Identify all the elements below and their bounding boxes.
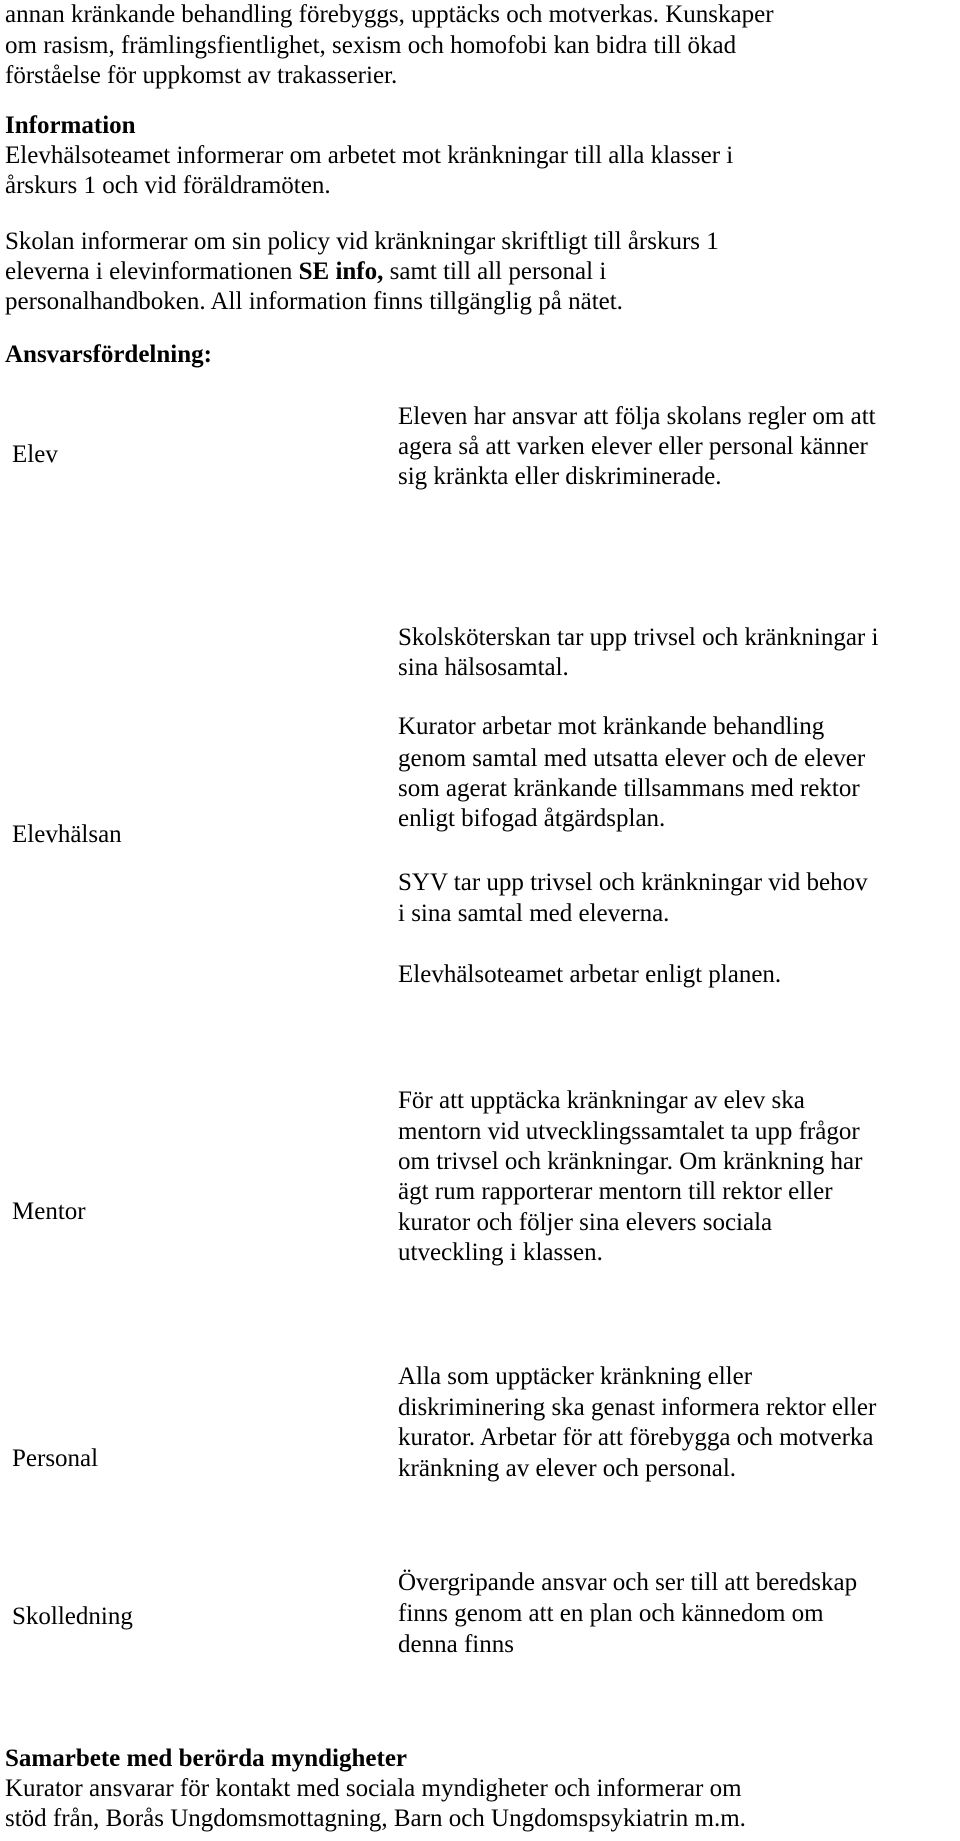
role-description-line: För att upptäcka kränkningar av elev ska xyxy=(398,1087,805,1114)
role-description-line: sig kränkta eller diskriminerade. xyxy=(398,463,722,490)
role-description-line: mentorn vid utvecklingssamtalet ta upp frågor xyxy=(398,1118,860,1145)
policy-text: eleverna i elevinformationen xyxy=(5,258,299,285)
role-description-line: Kurator arbetar mot kränkande behandling xyxy=(398,713,825,740)
intro-line: annan kränkande behandling förebyggs, upptäcks och motverkas. Kunskaper xyxy=(5,1,774,28)
role-description-line: kurator. Arbetar för att förebygga och motverka xyxy=(398,1424,874,1451)
role-description-line: diskriminering ska genast informera rektor eller xyxy=(398,1394,877,1421)
role-description-line: finns genom att en plan och kännedom om xyxy=(398,1600,824,1627)
role-description-line: sina hälsosamtal. xyxy=(398,654,569,681)
role-description-line: agera så att varken elever eller personal känner xyxy=(398,433,868,460)
role-personal: Personal xyxy=(12,1445,99,1472)
information-paragraph-line: årskurs 1 och vid föräldramöten. xyxy=(5,172,331,199)
role-description-line: om trivsel och kränkningar. Om kränkning har xyxy=(398,1148,863,1175)
cooperation-paragraph-line: stöd från, Borås Ungdomsmottagning, Barn och Ungdomspsykiatrin m.m. xyxy=(5,1805,746,1832)
role-skolledning: Skolledning xyxy=(12,1603,133,1630)
role-description-line: Alla som upptäcker kränkning eller xyxy=(398,1363,753,1390)
role-description-line: SYV tar upp trivsel och kränkningar vid behov xyxy=(398,869,868,896)
role-description-line: genom samtal med utsatta elever och de elever xyxy=(398,745,866,772)
policy-paragraph-line: Skolan informerar om sin policy vid kränkningar skriftligt till årskurs 1 xyxy=(5,228,719,255)
policy-paragraph-line xyxy=(5,257,606,287)
role-description-line: Elevhälsoteamet arbetar enligt planen. xyxy=(398,961,782,988)
information-heading: Information xyxy=(5,112,136,139)
intro-line: om rasism, främlingsfientlighet, sexism och homofobi kan bidra till ökad xyxy=(5,32,737,59)
role-description-line: Skolsköterskan tar upp trivsel och kränkningar i xyxy=(398,624,879,651)
policy-text: samt till all personal i xyxy=(383,258,607,285)
policy-paragraph-line: personalhandboken. All information finns tillgänglig på nätet. xyxy=(5,288,623,315)
cooperation-paragraph-line: Kurator ansvarar för kontakt med sociala myndigheter och informerar om xyxy=(5,1775,742,1802)
role-description-line: enligt bifogad åtgärdsplan. xyxy=(398,805,666,832)
role-mentor: Mentor xyxy=(12,1198,86,1225)
role-description-line: Eleven har ansvar att följa skolans regler om att xyxy=(398,403,876,430)
role-description-line: kränkning av elever och personal. xyxy=(398,1455,737,1482)
role-description-line: som agerat kränkande tillsammans med rektor xyxy=(398,775,860,802)
role-description-line: ägt rum rapporterar mentorn till rektor eller xyxy=(398,1178,833,1205)
role-elevhalsan: Elevhälsan xyxy=(12,821,122,848)
role-description-line: denna finns xyxy=(398,1631,514,1658)
role-description-line: Övergripande ansvar och ser till att beredskap xyxy=(398,1569,858,1596)
responsibilities-heading: Ansvarsfördelning: xyxy=(5,341,212,368)
role-description-line: kurator och följer sina elevers sociala xyxy=(398,1209,773,1236)
role-elev: Elev xyxy=(12,441,58,468)
se-info-label: SE info, xyxy=(298,258,384,285)
information-paragraph-line: Elevhälsoteamet informerar om arbetet mot kränkningar till alla klasser i xyxy=(5,142,734,169)
role-description-line: i sina samtal med eleverna. xyxy=(398,900,670,927)
cooperation-heading: Samarbete med berörda myndigheter xyxy=(5,1745,408,1772)
intro-line: förståelse för uppkomst av trakasserier. xyxy=(5,62,398,89)
role-description-line: utveckling i klassen. xyxy=(398,1239,603,1266)
